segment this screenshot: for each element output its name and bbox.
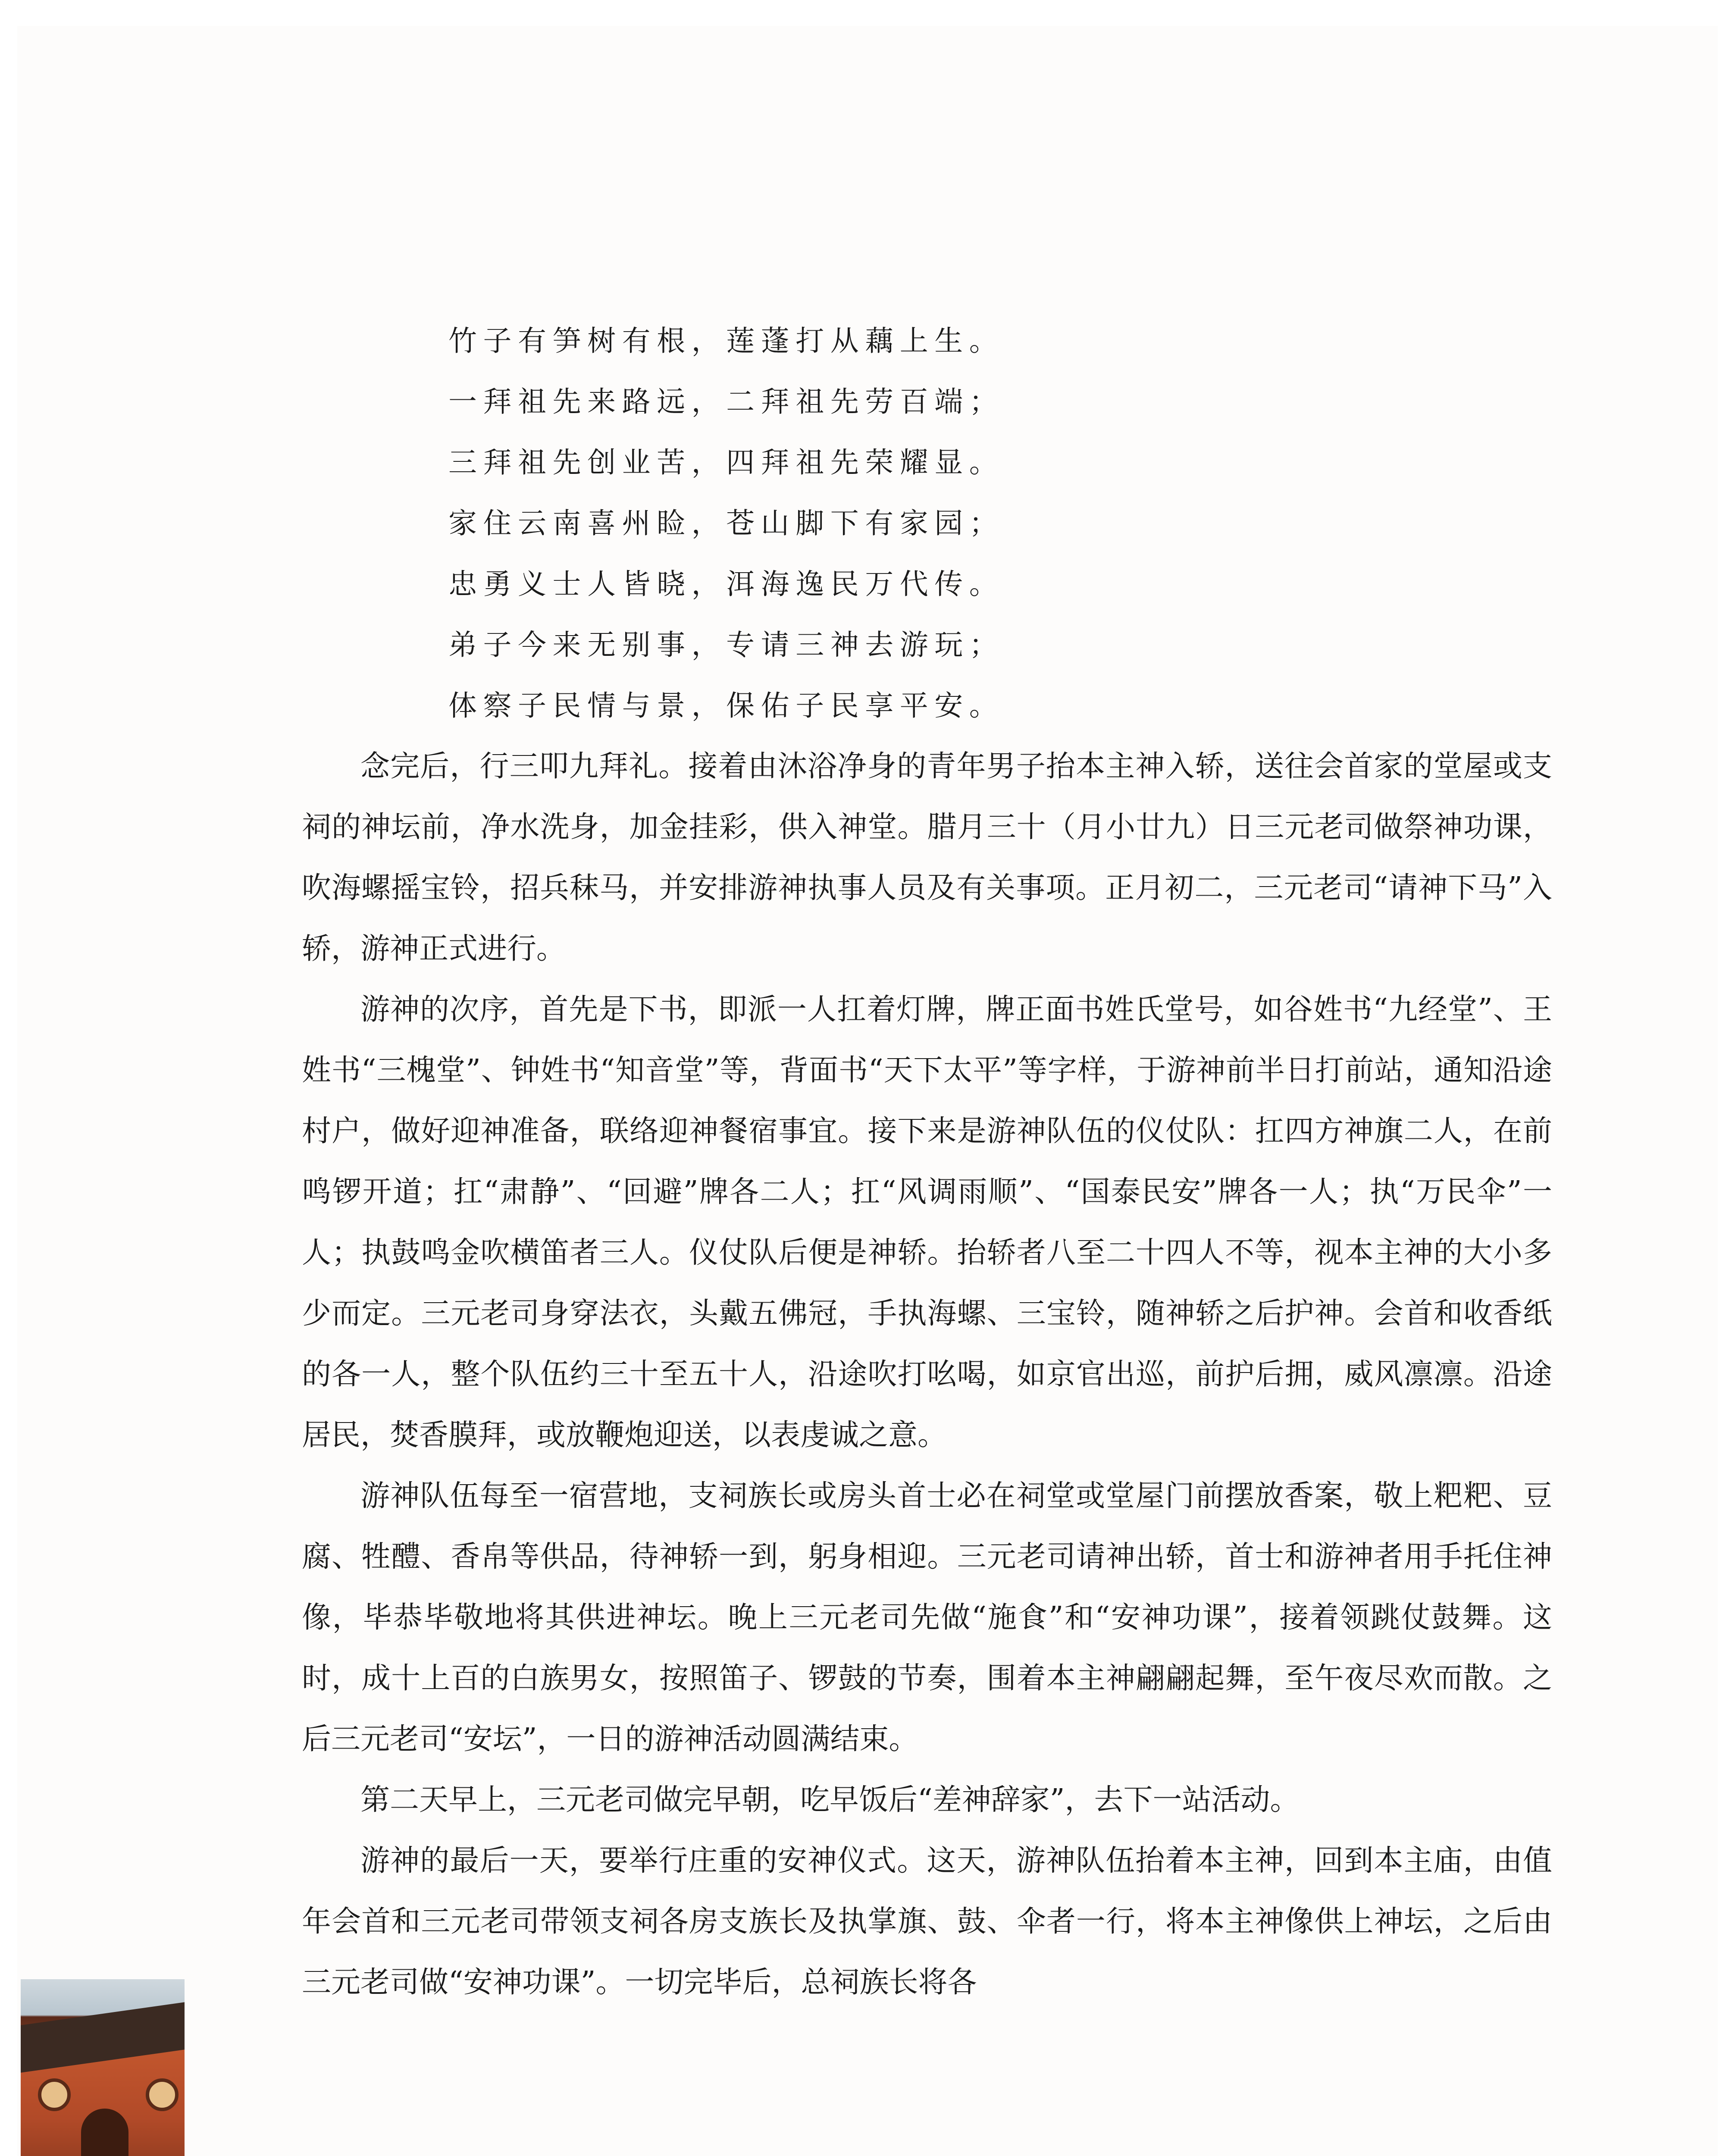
poem-line: 竹子有笋树有根，莲蓬打从藕上生。 (448, 324, 1004, 357)
poem-block (448, 310, 1004, 736)
poem-line: 忠勇义士人皆晓，洱海逸民万代传。 (448, 567, 1004, 601)
temple-door (81, 2109, 128, 2156)
paragraph: 念完后，行三叩九拜礼。接着由沐浴净身的青年男子抬本主神入轿，送往会首家的堂屋或支祠的神坛前，净水洗身，加金挂彩，供入神堂。腊月三十（月小廿九）日三元老司做祭神功课，吹海螺摇宝铃，招兵秣马，并安排游神执事人员及有关事项。正月初二，三元老司“请神下马”入轿，游神正式进行。 (302, 749, 1552, 966)
temple-photo (21, 1979, 185, 2156)
paragraph: 游神的次序，首先是下书，即派一人扛着灯牌，牌正面书姓氏堂号，如谷姓书“九经堂”、王姓书“三槐堂”、钟姓书“知音堂”等，背面书“天下太平”等字样，于游神前半日打前站，通知沿途村户，做好迎神准备，联络迎神餐宿事宜。接下来是游神队伍的仪仗队：扛四方神旗二人，在前鸣锣开道；扛“肃静”、“回避”牌各二人；扛“风调雨顺”、“国泰民安”牌各一人；执“万民伞”一人；执鼓鸣金吹横笛者三人。仪仗队后便是神轿。抬轿者八至二十四人不等，视本主神的大小多少而定。三元老司身穿法衣，头戴五佛冠，手执海螺、三宝铃，随神轿之后护神。会首和收香纸的各一人，整个队伍约三十至五十人，沿途吹打吆喝，如京官出巡，前护后拥，威风凛凛。沿途居民，焚香膜拜，或放鞭炮迎送，以表虔诚之意。 (302, 993, 1552, 1452)
paragraph: 游神的最后一天，要举行庄重的安神仪式。这天，游神队伍抬着本主神，回到本主庙，由值年会首和三元老司带领支祠各房支族长及执掌旗、鼓、伞者一行，将本主神像供上神坛，之后由三元老司做“安神功课”。一切完毕后，总祠族长将各 (302, 1844, 1552, 1999)
temple-roof (21, 2001, 185, 2074)
paragraph: 第二天早上，三元老司做完早朝，吃早饭后“差神辞家”，去下一站活动。 (360, 1783, 1300, 1817)
body-text (302, 736, 1552, 2013)
temple-window-left (38, 2078, 71, 2111)
poem-line: 一拜祖先来路远，二拜祖先劳百端； (448, 385, 1004, 418)
paragraph: 游神队伍每至一宿营地，支祠族长或房头首士必在祠堂或堂屋门前摆放香案，敬上粑粑、豆腐、牲醴、香帛等供品，待神轿一到，躬身相迎。三元老司请神出轿，首士和游神者用手托住神像，毕恭毕敬地将其供进神坛。晚上三元老司先做“施食”和“安神功课”，接着领跳仗鼓舞。这时，成十上百的白族男女，按照笛子、锣鼓的节奏，围着本主神翩翩起舞，至午夜尽欢而散。之后三元老司“安坛”，一日的游神活动圆满结束。 (302, 1479, 1552, 1756)
temple-window-right (146, 2078, 179, 2111)
poem-line: 家住云南喜州睑，苍山脚下有家园； (448, 507, 1004, 540)
poem-line: 弟子今来无别事，专请三神去游玩； (448, 628, 1004, 661)
poem-line: 三拜祖先创业苦，四拜祖先荣耀显。 (448, 446, 1004, 479)
poem-line: 体察子民情与景，保佑子民享平安。 (448, 689, 1004, 722)
